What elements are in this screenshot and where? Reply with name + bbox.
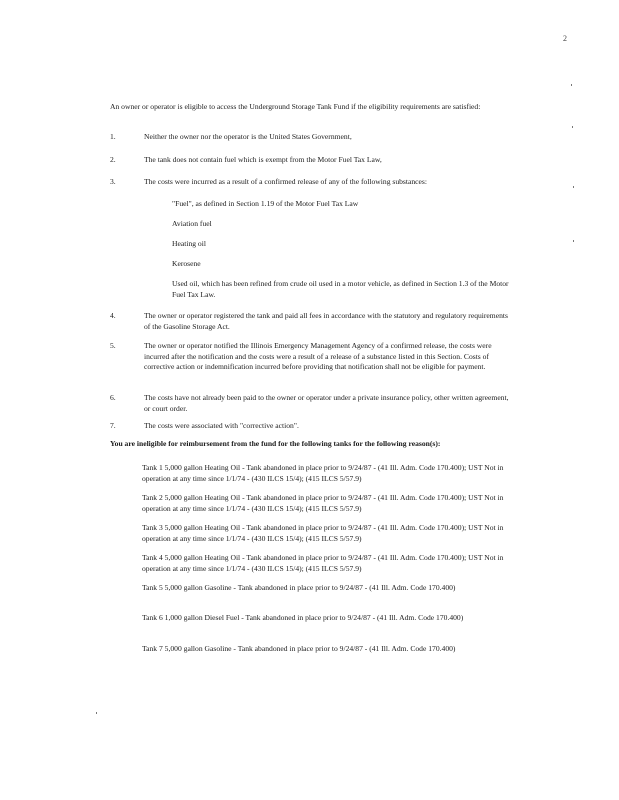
requirement-number: 7. (110, 421, 116, 430)
requirement-text: The costs have not already been paid to the owner or operator under a private insurance policy, other written agreement, or court order. (144, 393, 509, 413)
requirement-text: The owner or operator registered the tank and paid all fees in accordance with the statutory and regulatory requirements of the Gasoline Storage Act. (144, 311, 508, 331)
ineligible-heading: You are ineligible for reimbursement from the fund for the following tanks for the following reason(s): (110, 439, 441, 448)
tank-5: Tank 5 5,000 gallon Gasoline - Tank abandoned in place prior to 9/24/87 - (41 Ill. Adm. Code 170.400) (142, 583, 456, 592)
tank-7: Tank 7 5,000 gallon Gasoline - Tank abandoned in place prior to 9/24/87 - (41 Ill. Adm. Code 170.400) (142, 644, 456, 653)
requirement-number: 1. (110, 132, 116, 141)
page-number: 2 (563, 34, 567, 43)
requirement-text: The tank does not contain fuel which is exempt from the Motor Fuel Tax Law, (144, 155, 382, 164)
requirement-text: The costs were associated with "corrective action". (144, 421, 299, 430)
substance-fuel: "Fuel", as defined in Section 1.19 of the Motor Fuel Tax Law (172, 199, 359, 208)
scan-speck (572, 126, 573, 128)
substance-heating-oil: Heating oil (172, 239, 206, 248)
scan-speck (573, 240, 574, 242)
scan-speck (573, 186, 574, 188)
tank-3: Tank 3 5,000 gallon Heating Oil - Tank abandoned in place prior to 9/24/87 - (41 Ill. Adm. Code 170.400); UST Not in operation at any time since 1/1/74 - (430 ILCS 15/4); (415 ILCS 5/57.9) (142, 523, 504, 543)
requirement-text: Neither the owner nor the operator is the United States Government, (144, 132, 352, 141)
requirement-number: 6. (110, 393, 116, 402)
scan-speck (96, 712, 97, 714)
substance-aviation-fuel: Aviation fuel (172, 219, 212, 228)
tank-6: Tank 6 1,000 gallon Diesel Fuel - Tank abandoned in place prior to 9/24/87 - (41 Ill. Adm. Code 170.400) (142, 613, 464, 622)
substance-used-oil: Used oil, which has been refined from crude oil used in a motor vehicle, as defined in Section 1.3 of the Motor Fuel Tax Law. (172, 279, 509, 299)
eligibility-intro: An owner or operator is eligible to access the Underground Storage Tank Fund if the eligibility requirements are satisfied: (110, 102, 481, 111)
requirement-number: 2. (110, 155, 116, 164)
requirement-text: The costs were incurred as a result of a confirmed release of any of the following substances: (144, 177, 427, 186)
scan-speck (571, 84, 572, 86)
requirement-number: 3. (110, 177, 116, 186)
tank-2: Tank 2 5,000 gallon Heating Oil - Tank abandoned in place prior to 9/24/87 - (41 Ill. Adm. Code 170.400); UST Not in operation at any time since 1/1/74 - (430 ILCS 15/4); (415 ILCS 5/57.9) (142, 493, 504, 513)
requirement-number: 5. (110, 341, 116, 350)
requirement-number: 4. (110, 311, 116, 320)
requirement-text: The owner or operator notified the Illinois Emergency Management Agency of a confirmed release, the costs were incurred after the notification and the costs were a result of a release of a substance listed in this Section. Costs of corrective action or indemnification incurred before providing that notification shall not be eligible for payment. (144, 341, 492, 371)
tank-1: Tank 1 5,000 gallon Heating Oil - Tank abandoned in place prior to 9/24/87 - (41 Ill. Adm. Code 170.400); UST Not in operation at any time since 1/1/74 - (430 ILCS 15/4); (415 ILCS 5/57.9) (142, 463, 504, 483)
substance-kerosene: Kerosene (172, 259, 201, 268)
tank-4: Tank 4 5,000 gallon Heating Oil - Tank abandoned in place prior to 9/24/87 - (41 Ill. Adm. Code 170.400); UST Not in operation at any time since 1/1/74 - (430 ILCS 15/4); (415 ILCS 5/57.9) (142, 553, 504, 573)
